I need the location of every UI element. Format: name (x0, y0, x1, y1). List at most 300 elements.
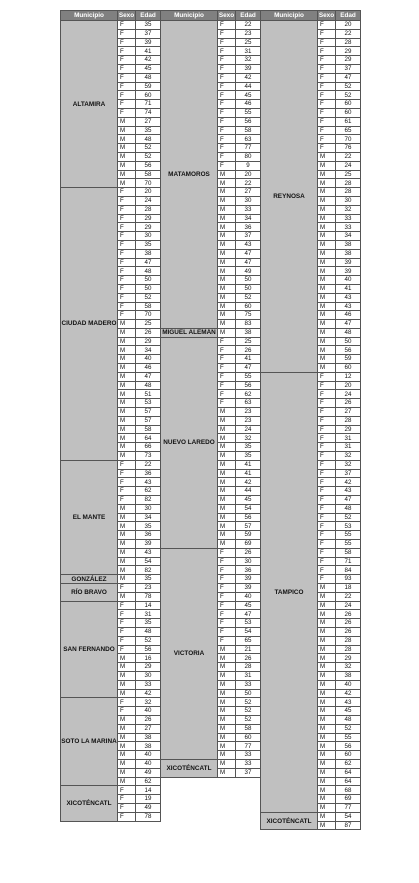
sexo-cell: F (118, 645, 136, 654)
sexo-cell: M (218, 689, 236, 698)
edad-cell: 56 (136, 645, 161, 654)
sexo-cell: M (118, 548, 136, 557)
sexo-cell: M (218, 240, 236, 249)
edad-cell: 57 (136, 416, 161, 425)
edad-cell: 52 (236, 698, 261, 707)
sexo-cell: F (118, 698, 136, 707)
sexo-cell: M (118, 399, 136, 408)
sexo-cell: M (318, 249, 336, 258)
municipio-cell: EL MANTE (61, 460, 118, 574)
sexo-cell: F (318, 434, 336, 443)
sexo-cell: F (218, 548, 236, 557)
edad-cell: 56 (336, 742, 361, 751)
sexo-cell: F (318, 135, 336, 144)
sexo-cell: F (118, 302, 136, 311)
municipio-cell: SAN FERNANDO (61, 601, 118, 698)
sexo-cell: M (318, 689, 336, 698)
edad-cell: 62 (336, 759, 361, 768)
sexo-cell: M (118, 522, 136, 531)
sexo-cell: F (118, 627, 136, 636)
edad-cell: 38 (236, 328, 261, 337)
edad-cell: 26 (136, 715, 161, 724)
edad-cell: 39 (336, 258, 361, 267)
municipio-cell: REYNOSA (261, 21, 318, 373)
sexo-cell: M (118, 715, 136, 724)
sexo-cell: M (318, 821, 336, 830)
sexo-cell: M (218, 416, 236, 425)
sexo-cell: M (118, 443, 136, 452)
sexo-cell: F (318, 408, 336, 417)
sexo-cell: M (218, 267, 236, 276)
edad-cell: 34 (136, 346, 161, 355)
edad-cell: 52 (236, 715, 261, 724)
edad-cell: 23 (236, 29, 261, 38)
edad-cell: 70 (136, 311, 161, 320)
edad-cell: 26 (336, 399, 361, 408)
sexo-cell: M (218, 205, 236, 214)
edad-cell: 77 (236, 144, 261, 153)
sexo-cell: M (318, 214, 336, 223)
sexo-cell: M (318, 205, 336, 214)
edad-cell: 55 (236, 372, 261, 381)
sexo-cell: F (318, 513, 336, 522)
edad-cell: 47 (136, 258, 161, 267)
edad-cell: 26 (336, 610, 361, 619)
sexo-cell: F (318, 29, 336, 38)
table-row (261, 372, 361, 381)
edad-cell: 60 (336, 751, 361, 760)
sexo-cell: M (118, 337, 136, 346)
edad-cell: 31 (236, 671, 261, 680)
sexo-cell: M (118, 504, 136, 513)
edad-cell: 50 (236, 276, 261, 285)
sexo-cell: M (118, 768, 136, 777)
edad-cell: 32 (236, 434, 261, 443)
edad-cell: 33 (336, 214, 361, 223)
sexo-cell: F (318, 496, 336, 505)
edad-cell: 42 (236, 73, 261, 82)
sexo-cell: F (318, 399, 336, 408)
sexo-cell: M (318, 188, 336, 197)
edad-cell: 29 (136, 214, 161, 223)
header-municipio: Municipio (161, 11, 218, 21)
sexo-cell: F (218, 100, 236, 109)
sexo-cell: M (118, 346, 136, 355)
edad-cell: 16 (136, 654, 161, 663)
edad-cell: 32 (336, 452, 361, 461)
edad-cell: 47 (136, 372, 161, 381)
edad-cell: 30 (136, 504, 161, 513)
sexo-cell: M (118, 144, 136, 153)
edad-cell: 43 (136, 548, 161, 557)
edad-cell: 52 (236, 707, 261, 716)
edad-cell: 56 (236, 117, 261, 126)
sexo-cell: F (118, 496, 136, 505)
edad-cell: 30 (236, 196, 261, 205)
sexo-cell: M (318, 328, 336, 337)
edad-cell: 43 (136, 478, 161, 487)
sexo-cell: M (218, 768, 236, 777)
table-row (61, 584, 161, 593)
sexo-cell: M (318, 267, 336, 276)
edad-cell: 23 (236, 408, 261, 417)
edad-cell: 38 (136, 742, 161, 751)
edad-cell: 64 (336, 777, 361, 786)
sexo-cell: M (218, 284, 236, 293)
edad-cell: 63 (236, 399, 261, 408)
sexo-cell: M (318, 610, 336, 619)
sexo-cell: M (118, 381, 136, 390)
sexo-cell: M (218, 214, 236, 223)
edad-cell: 69 (236, 540, 261, 549)
sexo-cell: F (318, 452, 336, 461)
sexo-cell: F (118, 258, 136, 267)
edad-cell: 56 (336, 346, 361, 355)
edad-cell: 48 (336, 715, 361, 724)
sexo-cell: M (318, 724, 336, 733)
edad-cell: 32 (336, 205, 361, 214)
sexo-cell: M (118, 425, 136, 434)
edad-cell: 19 (136, 795, 161, 804)
edad-cell: 40 (236, 592, 261, 601)
sexo-cell: F (318, 108, 336, 117)
sexo-cell: F (218, 627, 236, 636)
sexo-cell: F (118, 214, 136, 223)
sexo-cell: M (318, 759, 336, 768)
sexo-cell: F (318, 144, 336, 153)
sexo-cell: F (218, 584, 236, 593)
sexo-cell: F (218, 364, 236, 373)
municipio-cell: XICOTÉNCATL (161, 759, 218, 777)
edad-cell: 29 (336, 47, 361, 56)
sexo-cell: M (218, 452, 236, 461)
edad-cell: 14 (136, 786, 161, 795)
sexo-cell: M (218, 645, 236, 654)
edad-cell: 32 (136, 698, 161, 707)
sexo-cell: F (118, 82, 136, 91)
sexo-cell: F (118, 249, 136, 258)
sexo-cell: M (318, 196, 336, 205)
sexo-cell: F (118, 460, 136, 469)
edad-cell: 31 (336, 434, 361, 443)
edad-cell: 55 (336, 733, 361, 742)
sexo-cell: M (118, 117, 136, 126)
sexo-cell: M (118, 126, 136, 135)
edad-cell: 38 (336, 671, 361, 680)
edad-cell: 55 (336, 531, 361, 540)
edad-cell: 39 (236, 584, 261, 593)
edad-cell: 28 (336, 636, 361, 645)
edad-cell: 77 (336, 803, 361, 812)
edad-cell: 47 (236, 364, 261, 373)
sexo-cell: M (218, 276, 236, 285)
sexo-cell: F (118, 619, 136, 628)
sexo-cell: M (118, 566, 136, 575)
sexo-cell: M (218, 320, 236, 329)
sexo-cell: F (118, 196, 136, 205)
sexo-cell: F (118, 584, 136, 593)
sexo-cell: F (218, 636, 236, 645)
sexo-cell: M (318, 636, 336, 645)
edad-cell: 24 (336, 390, 361, 399)
sexo-cell: F (218, 47, 236, 56)
edad-cell: 34 (236, 214, 261, 223)
sexo-cell: M (118, 575, 136, 584)
sexo-cell: M (318, 742, 336, 751)
edad-cell: 45 (236, 601, 261, 610)
sexo-cell: M (218, 759, 236, 768)
edad-cell: 53 (136, 399, 161, 408)
edad-cell: 35 (136, 126, 161, 135)
edad-cell: 55 (236, 108, 261, 117)
sexo-cell: M (318, 293, 336, 302)
edad-cell: 59 (336, 355, 361, 364)
edad-cell: 26 (336, 619, 361, 628)
edad-cell: 25 (236, 38, 261, 47)
edad-cell: 64 (336, 768, 361, 777)
edad-cell: 31 (236, 47, 261, 56)
sexo-cell: M (118, 452, 136, 461)
edad-cell: 29 (336, 654, 361, 663)
sexo-cell: M (118, 135, 136, 144)
edad-cell: 41 (136, 47, 161, 56)
edad-cell: 14 (136, 601, 161, 610)
edad-cell: 60 (236, 302, 261, 311)
table-row (161, 548, 261, 557)
edad-cell: 54 (236, 504, 261, 513)
table-column-2 (160, 10, 261, 778)
edad-cell: 58 (136, 170, 161, 179)
edad-cell: 28 (336, 188, 361, 197)
sexo-cell: F (218, 337, 236, 346)
edad-cell: 26 (336, 627, 361, 636)
edad-cell: 56 (236, 513, 261, 522)
edad-cell: 52 (236, 293, 261, 302)
edad-cell: 45 (236, 496, 261, 505)
sexo-cell: F (318, 566, 336, 575)
sexo-cell: M (318, 355, 336, 364)
sexo-cell: M (118, 540, 136, 549)
sexo-cell: M (118, 557, 136, 566)
edad-cell: 73 (136, 452, 161, 461)
sexo-cell: M (118, 434, 136, 443)
header-row (61, 11, 161, 21)
sexo-cell: F (118, 795, 136, 804)
sexo-cell: F (318, 575, 336, 584)
edad-cell: 54 (136, 557, 161, 566)
sexo-cell: M (318, 179, 336, 188)
table-row (161, 759, 261, 768)
sexo-cell: F (318, 548, 336, 557)
edad-cell: 43 (336, 487, 361, 496)
sexo-cell: F (218, 21, 236, 30)
sexo-cell: F (218, 152, 236, 161)
sexo-cell: F (118, 91, 136, 100)
edad-cell: 87 (336, 821, 361, 830)
sexo-cell: F (218, 355, 236, 364)
edad-cell: 26 (236, 548, 261, 557)
edad-cell: 59 (136, 82, 161, 91)
sexo-cell: M (318, 627, 336, 636)
edad-cell: 29 (136, 337, 161, 346)
data-table-2 (160, 10, 261, 778)
edad-cell: 31 (136, 610, 161, 619)
sexo-cell: M (218, 707, 236, 716)
sexo-cell: M (218, 751, 236, 760)
edad-cell: 52 (136, 293, 161, 302)
sexo-cell: M (218, 663, 236, 672)
table-row (261, 21, 361, 30)
sexo-cell: M (118, 170, 136, 179)
sexo-cell: M (318, 240, 336, 249)
sexo-cell: M (118, 390, 136, 399)
sexo-cell: M (218, 540, 236, 549)
table-row (61, 786, 161, 795)
edad-cell: 83 (236, 320, 261, 329)
edad-cell: 65 (336, 126, 361, 135)
sexo-cell: F (118, 469, 136, 478)
edad-cell: 36 (136, 531, 161, 540)
edad-cell: 29 (136, 223, 161, 232)
header-sexo: Sexo (218, 12, 235, 19)
edad-cell: 57 (136, 408, 161, 417)
edad-cell: 50 (136, 276, 161, 285)
municipio-cell: RÍO BRAVO (61, 584, 118, 602)
edad-cell: 65 (236, 636, 261, 645)
sexo-cell: M (218, 196, 236, 205)
header-row (161, 11, 261, 21)
sexo-cell: M (218, 223, 236, 232)
edad-cell: 22 (336, 592, 361, 601)
sexo-cell: M (218, 513, 236, 522)
edad-cell: 71 (136, 100, 161, 109)
edad-cell: 26 (236, 346, 261, 355)
edad-cell: 21 (236, 645, 261, 654)
sexo-cell: F (118, 487, 136, 496)
sexo-cell: M (318, 619, 336, 628)
sexo-cell: M (118, 759, 136, 768)
sexo-cell: F (318, 443, 336, 452)
sexo-cell: M (118, 152, 136, 161)
sexo-cell: M (318, 258, 336, 267)
edad-cell: 24 (336, 161, 361, 170)
sexo-cell: F (218, 390, 236, 399)
header-municipio: Municipio (61, 11, 118, 21)
sexo-cell: F (318, 21, 336, 30)
edad-cell: 59 (236, 531, 261, 540)
sexo-cell: M (218, 742, 236, 751)
sexo-cell: M (318, 715, 336, 724)
edad-cell: 32 (336, 663, 361, 672)
sexo-cell: M (218, 478, 236, 487)
sexo-cell: F (318, 469, 336, 478)
sexo-cell: F (218, 592, 236, 601)
sexo-cell: M (318, 364, 336, 373)
edad-cell: 46 (336, 311, 361, 320)
edad-cell: 52 (336, 513, 361, 522)
edad-cell: 78 (136, 812, 161, 821)
sexo-cell: M (218, 487, 236, 496)
sexo-cell: M (218, 293, 236, 302)
edad-cell: 36 (236, 223, 261, 232)
edad-cell: 24 (136, 196, 161, 205)
sexo-cell: F (318, 56, 336, 65)
sexo-cell: F (318, 82, 336, 91)
edad-cell: 22 (336, 29, 361, 38)
table-row (161, 21, 261, 30)
sexo-cell: F (318, 487, 336, 496)
sexo-cell: F (318, 381, 336, 390)
edad-cell: 30 (136, 232, 161, 241)
edad-cell: 46 (136, 364, 161, 373)
sexo-cell: F (118, 478, 136, 487)
edad-cell: 20 (336, 381, 361, 390)
edad-cell: 39 (336, 267, 361, 276)
sexo-cell: M (218, 328, 236, 337)
sexo-cell: M (318, 671, 336, 680)
sexo-cell: M (318, 663, 336, 672)
sexo-cell: M (318, 152, 336, 161)
sexo-cell: F (118, 293, 136, 302)
sexo-cell: M (318, 812, 336, 821)
edad-cell: 31 (336, 443, 361, 452)
edad-cell: 28 (336, 645, 361, 654)
sexo-cell: M (218, 504, 236, 513)
sexo-cell: M (218, 425, 236, 434)
edad-cell: 60 (236, 733, 261, 742)
sexo-cell: M (318, 751, 336, 760)
edad-cell: 48 (136, 135, 161, 144)
edad-cell: 30 (236, 557, 261, 566)
municipio-cell: NUEVO LAREDO (161, 337, 218, 548)
sexo-cell: M (218, 531, 236, 540)
edad-cell: 47 (236, 610, 261, 619)
edad-cell: 23 (236, 416, 261, 425)
edad-cell: 50 (236, 284, 261, 293)
edad-cell: 57 (236, 522, 261, 531)
sexo-cell: M (118, 320, 136, 329)
sexo-cell: M (218, 680, 236, 689)
sexo-cell: M (118, 355, 136, 364)
edad-cell: 52 (336, 91, 361, 100)
municipio-cell: VICTORIA (161, 548, 218, 759)
sexo-cell: F (318, 460, 336, 469)
sexo-cell: F (318, 504, 336, 513)
edad-cell: 37 (336, 469, 361, 478)
edad-cell: 45 (236, 91, 261, 100)
edad-cell: 46 (236, 100, 261, 109)
edad-cell: 78 (136, 592, 161, 601)
edad-cell: 40 (136, 759, 161, 768)
sexo-cell: M (118, 654, 136, 663)
municipio-cell: CIUDAD MADERO (61, 188, 118, 461)
edad-cell: 29 (136, 663, 161, 672)
sexo-cell: M (318, 276, 336, 285)
edad-cell: 75 (236, 311, 261, 320)
sexo-cell: M (318, 795, 336, 804)
edad-cell: 42 (336, 689, 361, 698)
municipio-cell: MATAMOROS (161, 21, 218, 329)
sexo-cell: F (118, 636, 136, 645)
edad-cell: 38 (336, 249, 361, 258)
sexo-cell: F (118, 100, 136, 109)
edad-cell: 25 (136, 320, 161, 329)
sexo-cell: F (118, 29, 136, 38)
sexo-cell: F (318, 416, 336, 425)
sexo-cell: F (218, 29, 236, 38)
sexo-cell: M (118, 742, 136, 751)
sexo-cell: M (218, 232, 236, 241)
